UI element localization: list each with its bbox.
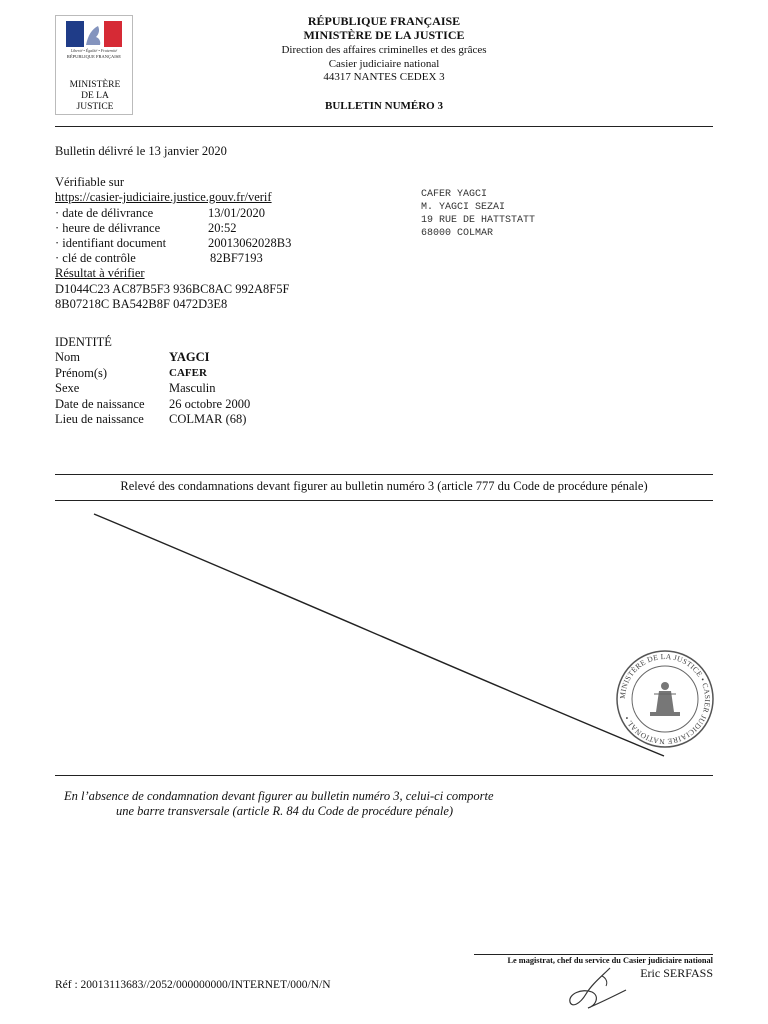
logo-ministere: MINISTÈRE DE LA JUSTICE: [69, 80, 121, 112]
verif-value-cle: 82BF7193: [210, 251, 263, 265]
logo-devise: Liberté • Égalité • Fraternité: [70, 48, 118, 53]
identity-label-lieu: Lieu de naissance: [55, 412, 144, 426]
logo-republique: RÉPUBLIQUE FRANÇAISE: [66, 54, 122, 59]
identity-label-prenom: Prénom(s): [55, 366, 108, 380]
result-line-1: D1044C23 AC87B5F3 936BC8AC 992A8F5F: [55, 282, 290, 296]
notice-line-1: En l’absence de condamnation devant figurer au bulletin numéro 3, celui-ci comporte: [64, 789, 494, 803]
identity-label-naissance: Date de naissance: [55, 397, 145, 411]
address-line-2: M. YAGCI SEZAI: [421, 202, 506, 213]
signature-name: Eric SERFASS: [640, 966, 713, 980]
verif-value-identifiant: 20013062028B3: [208, 236, 292, 250]
signature-title: Le magistrat, chef du service du Casier judiciaire national: [507, 956, 713, 965]
verif-label-date: · date de délivrance: [55, 206, 154, 220]
verification-link[interactable]: https://casier-judiciaire.justice.gouv.fr/verif: [55, 190, 272, 204]
verif-label-identifiant: · identifiant document: [55, 236, 167, 250]
header-address: 44317 NANTES CEDEX 3: [323, 71, 445, 83]
verifiable-label: Vérifiable sur: [55, 175, 125, 189]
notice-top-rule: [55, 775, 713, 776]
convictions-heading: Relevé des condamnations devant figurer au bulletin numéro 3 (article 777 du Code de procédure pénale): [120, 479, 648, 493]
identity-value-naissance: 26 octobre 2000: [169, 397, 251, 411]
justice-stamp: [614, 648, 716, 750]
header-republique: RÉPUBLIQUE FRANÇAISE: [307, 14, 461, 28]
notice-line-2: une barre transversale (article R. 84 du Code de procédure pénale): [116, 804, 454, 818]
handwritten-signature: [562, 966, 632, 1012]
address-line-4: 68000 COLMAR: [421, 228, 494, 239]
identity-value-nom: YAGCI: [169, 350, 210, 364]
signature-rule: [474, 954, 713, 955]
identity-value-sexe: Masculin: [169, 381, 216, 395]
identity-label-nom: Nom: [55, 350, 80, 364]
delivery-date: Bulletin délivré le 13 janvier 2020: [55, 144, 227, 158]
bulletin-title: BULLETIN NUMÉRO 3: [325, 100, 443, 112]
identity-value-prenom: CAFER: [169, 367, 207, 379]
identity-value-lieu: COLMAR (68): [169, 412, 247, 426]
header-direction: Direction des affaires criminelles et des grâces: [281, 44, 487, 56]
stamp-text: MINISTÈRE DE LA JUSTICE • CASIER JUDICIAIRE NATIONAL •: [617, 651, 713, 747]
justice-figure-icon: [650, 682, 680, 716]
footer-reference: Réf : 20013113683//2052/000000000/INTERNET/000/N/N: [55, 979, 331, 991]
address-line-3: 19 RUE DE HATTSTATT: [421, 215, 536, 226]
header-casier: Casier judiciaire national: [328, 58, 440, 70]
verif-value-heure: 20:52: [208, 221, 237, 235]
identity-label-sexe: Sexe: [55, 381, 80, 395]
result-line-2: 8B07218C BA542B8F 0472D3E8: [55, 297, 228, 311]
verif-value-date: 13/01/2020: [208, 206, 265, 220]
header-ministere: MINISTÈRE DE LA JUSTICE: [303, 28, 465, 42]
verif-label-cle: · clé de contrôle: [55, 251, 136, 265]
verif-label-heure: · heure de délivrance: [55, 221, 161, 235]
identity-title: IDENTITÉ: [55, 335, 112, 349]
address-line-1: CAFER YAGCI: [421, 189, 488, 200]
result-label: Résultat à vérifier: [55, 266, 145, 280]
